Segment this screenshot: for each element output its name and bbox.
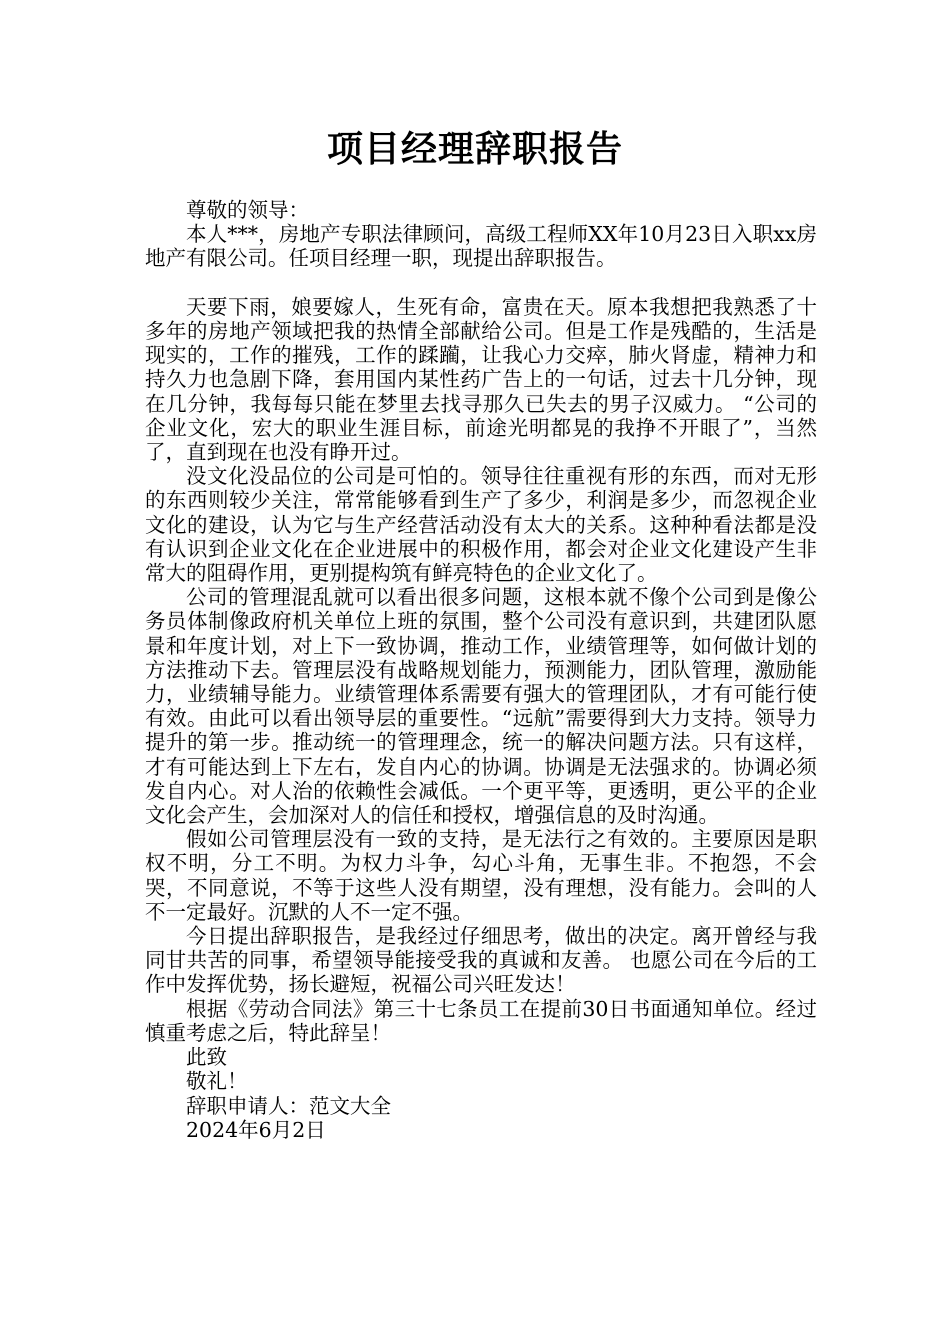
document-title: 项目经理辞职报告 <box>326 129 623 170</box>
closing-line: 此致 <box>186 1045 227 1070</box>
blank-line <box>145 271 817 295</box>
body-paragraph: 假如公司管理层没有一致的支持，是无法行之有效的。主要原因是职权不明，分工不明。为权力斗争，勾心斗角，无事生非。不抱怨，不会哭，不同意说，不等于这些人没有期望，没有理想，没有能力。会叫的人不一定最好。沉默的人不一定不强。 <box>145 827 817 924</box>
closing-salute: 敬礼！ <box>186 1069 248 1094</box>
signature-line: 辞职申请人：范文大全 <box>186 1093 391 1118</box>
document-body <box>145 198 817 1142</box>
salutation: 尊敬的领导： <box>186 198 309 222</box>
body-paragraph: 没文化没品位的公司是可怕的。领导往往重视有形的东西，而对无形的东西则较少关注，常常能够看到生产了多少，利润是多少，而忽视企业文化的建设，认为它与生产经营活动没有太大的关系。这种种看法都是没有认识到企业文化在企业进展中的积极作用，都会对企业文化建设产生非常大的阻碍作用，更别提构筑有鲜亮特色的企业文化了。 <box>145 464 817 586</box>
body-paragraph: 今日提出辞职报告，是我经过仔细思考，做出的决定。离开曾经与我同甘共苦的同事，希望领导能接受我的真诚和友善。 也愿公司在今后的工作中发挥优势，扬长避短，祝福公司兴旺发达！ <box>145 924 817 997</box>
intro-paragraph: 本人***，房地产专职法律顾问，高级工程师XX年10月23日入职xx房地产有限公司。任项目经理一职，现提出辞职报告。 <box>145 222 817 271</box>
body-paragraph: 根据《劳动合同法》第三十七条员工在提前30日书面通知单位。经过慎重考虑之后，特此辞呈！ <box>145 996 817 1045</box>
date-line: 2024年6月2日 <box>186 1117 326 1142</box>
body-paragraph: 天要下雨，娘要嫁人，生死有命，富贵在天。原本我想把我熟悉了十多年的房地产领域把我的热情全部献给公司。但是工作是残酷的，生活是现实的，工作的摧残，工作的蹂躏，让我心力交瘁，肺火肾虚，精神力和持久力也急剧下降，套用国内某性药广告上的一句话，过去十几分钟，现在几分钟，我每每只能在梦里去找寻那久已失去的男子汉威力。 “公司的企业文化，宏大的职业生涯目标，前途光明都晃的我挣不开眼了”，当然了，直到现在也没有睁开过。 <box>145 294 817 465</box>
body-paragraph: 公司的管理混乱就可以看出很多问题，这根本就不像个公司到是像公务员体制像政府机关单位上班的氛围，整个公司没有意识到，共建团队愿景和年度计划，对上下一致协调，推动工作，业绩管理等，如何做计划的方法推动下去。管理层没有战略规划能力，预测能力，团队管理，激励能力，业绩辅导能力。业绩管理体系需要有强大的管理团队，才有可能行使有效。由此可以看出领导层的重要性。“远航”需要得到大力支持。领导力提升的第一步。推动统一的管理理念，统一的解决问题方法。只有这样，才有可能达到上下左右，发自内心的协调。协调是无法强求的。协调必须发自内心。对人治的依赖性会减低。一个更平等，更透明，更公平的企业文化会产生，会加深对人的信任和授权，增强信息的及时沟通。 <box>145 585 817 828</box>
